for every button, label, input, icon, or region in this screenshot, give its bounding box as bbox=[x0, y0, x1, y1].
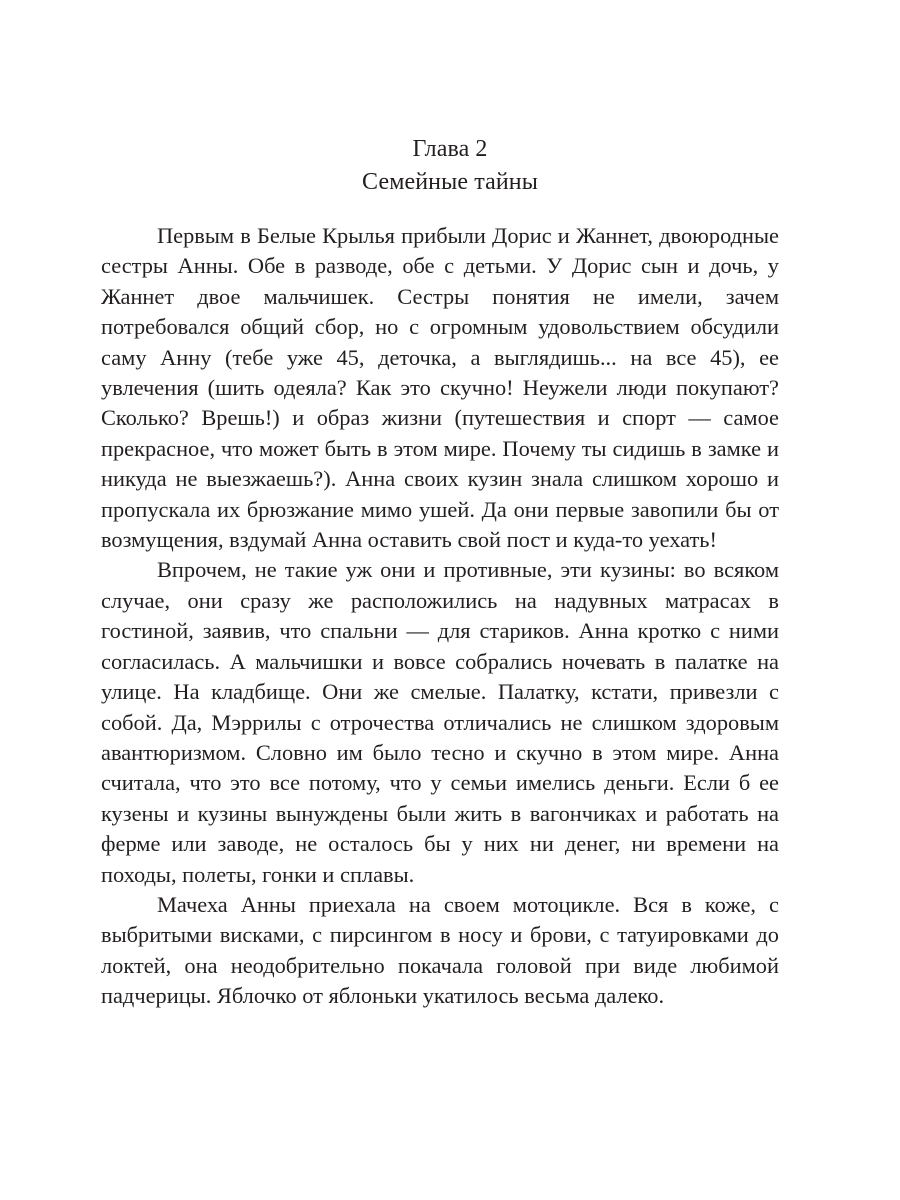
chapter-number: Глава 2 bbox=[412, 136, 488, 162]
paragraph: Впрочем, не такие уж они и противные, эти кузины: во всяком случае, они сразу же расположились на надувных матрасах в гостиной, заявив, что спальни — для стариков. Анна кротко с ними согласилась. А мальчишки и вовсе собрались ночевать в палатке на улице. На кладбище. Они же смелые. Палатку, кстати, привезли с собой. Да, Мэррилы с отрочества отличались не слишком здоровым авантюризмом. Словно им было тесно и скучно в этом мире. Анна считала, что это все потому, что у семьи имелись деньги. Если б ее кузены и кузины вынуждены были жить в вагончиках и работать на ферме или заводе, не осталось бы у них ни денег, ни времени на походы, полеты, гонки и сплавы. bbox=[101, 557, 779, 887]
chapter-title: Семейные тайны bbox=[362, 169, 538, 195]
chapter-body bbox=[101, 221, 779, 1012]
chapter-heading bbox=[0, 133, 900, 199]
paragraph: Мачеха Анны приехала на своем мотоцикле. Вся в коже, с выбритыми висками, с пирсингом в носу и брови, с татуировками до локтей, она неодобрительно покачала головой при виде любимой падчерицы. Яблочко от яблоньки укатилось весьма далеко. bbox=[101, 891, 779, 1009]
paragraph: Первым в Белые Крылья прибыли Дорис и Жаннет, двоюродные сестры Анны. Обе в разводе, обе с детьми. У Дорис сын и дочь, у Жаннет двое мальчишек. Сестры понятия не имели, зачем потребовался общий сбор, но с огромным удовольствием обсудили саму Анну (тебе уже 45, деточка, а выглядишь... на все 45), ее увлечения (шить одеяла? Как это скучно! Неужели люди покупают? Сколько? Врешь!) и образ жизни (путешествия и спорт — самое прекрасное, что может быть в этом мире. Почему ты сидишь в замке и никуда не выезжаешь?). Анна своих кузин знала слишком хорошо и пропускала их брюзжание мимо ушей. Да они первые завопили бы от возмущения, вздумай Анна оставить свой пост и куда-то уехать! bbox=[101, 223, 779, 553]
